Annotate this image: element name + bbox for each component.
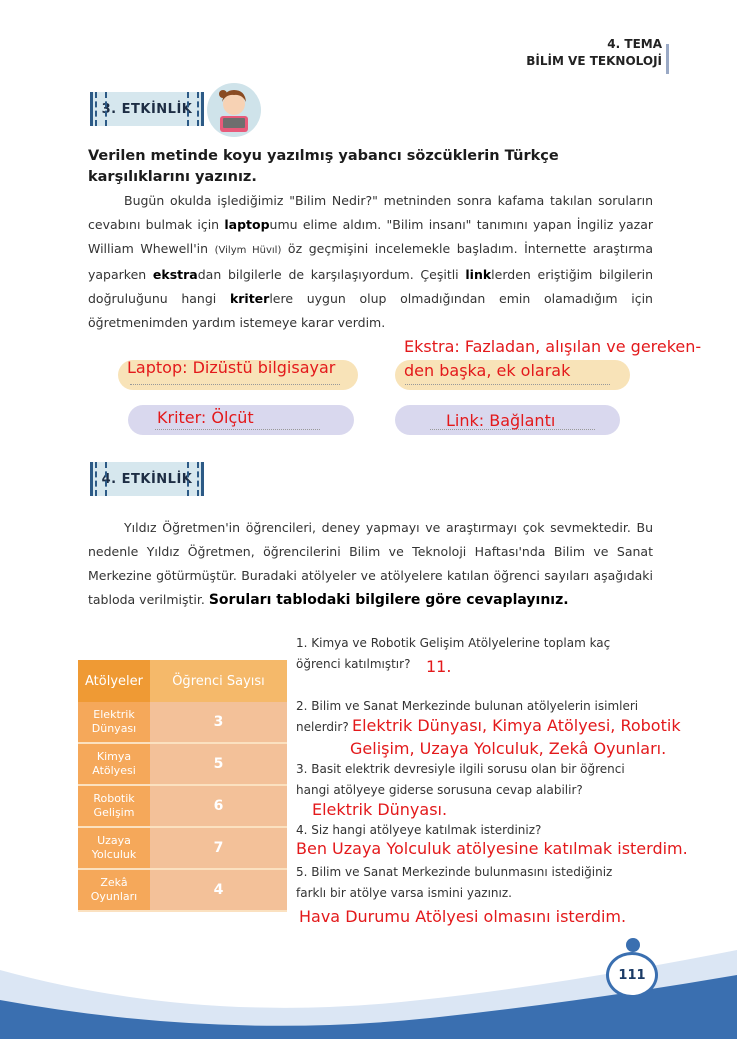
question-2-line1: 2. Bilim ve Sanat Merkezinde bulunan atölyelerin isimleri bbox=[296, 699, 639, 713]
theme-name: BİLİM VE TEKNOLOJİ bbox=[526, 54, 662, 68]
workshop-table bbox=[78, 660, 287, 912]
paragraph-text: Bugün okulda işlediğimiz "Bilim Nedir?" metninden sonra kafama takılan soruların cevabını bulmak için bbox=[88, 193, 653, 232]
question-4 bbox=[296, 820, 656, 841]
header-divider bbox=[666, 44, 669, 74]
question-1-line2: öğrenci katılmıştır? bbox=[296, 657, 411, 671]
question-2-line2: nelerdir? bbox=[296, 720, 349, 734]
paragraph-text: umu elime aldım. "Bilim insanı" tanımını yapan İngiliz yazar William Whewell'in bbox=[88, 217, 653, 256]
workshop-table-container bbox=[78, 660, 287, 912]
question-1-line1: 1. Kimya ve Robotik Gelişim Atölyelerine toplam kaç bbox=[296, 636, 611, 650]
question-4-line1: 4. Siz hangi atölyeye katılmak isterdiniz? bbox=[296, 823, 542, 837]
bold-word-laptop: laptop bbox=[224, 217, 270, 232]
table-row bbox=[78, 828, 287, 870]
paragraph-text: lerden eriştiğim bilgilerin doğruluğunu hangi bbox=[88, 267, 654, 306]
girl-laptop-icon bbox=[206, 82, 262, 138]
table-header-students: Öğrenci Sayısı bbox=[150, 660, 287, 702]
answer-ekstra-line2: den başka, ek olarak bbox=[404, 361, 571, 380]
theme-header bbox=[526, 36, 662, 70]
workshop-name-line1: Kimya bbox=[96, 750, 132, 763]
bold-word-kriter: kriter bbox=[229, 291, 270, 306]
activity3-banner bbox=[90, 92, 204, 126]
table-cell-count: 3 bbox=[150, 702, 287, 744]
activity4-banner bbox=[90, 462, 204, 496]
answer-link: Link: Bağlantı bbox=[446, 411, 556, 430]
table-header-row bbox=[78, 660, 287, 702]
activity4-banner-label: 4. ETKİNLİK bbox=[101, 471, 193, 487]
question-3-line2: hangi atölyeye giderse sorusuna cevap alabilir? bbox=[296, 783, 583, 797]
activity4-instruction: Soruları tablodaki bilgilere göre cevaplayınız. bbox=[208, 592, 569, 608]
workshop-name-line2: Atölyesi bbox=[92, 764, 136, 777]
answer-question-2-line2: Gelişim, Uzaya Yolculuk, Zekâ Oyunları. bbox=[350, 739, 667, 758]
bold-word-ekstra: ekstra bbox=[152, 267, 198, 282]
question-5-line2: farklı bir atölye varsa ismini yazınız. bbox=[296, 886, 512, 900]
answer-question-4: Ben Uzaya Yolculuk atölyesine katılmak isterdim. bbox=[296, 839, 688, 858]
question-1 bbox=[296, 633, 656, 675]
activity3-banner-label: 3. ETKİNLİK bbox=[101, 101, 193, 117]
answer-ekstra-line1: Ekstra: Fazladan, alışılan ve gereken- bbox=[404, 337, 702, 356]
table-cell-count: 5 bbox=[150, 744, 287, 786]
question-3-line1: 3. Basit elektrik devresiyle ilgili sorusu olan bir öğrenci bbox=[296, 762, 625, 776]
table-cell-count: 7 bbox=[150, 828, 287, 870]
paragraph-text: lere uygun olup olmadığından emin olamadığım için öğretmenimden yardım istemeye karar verdim. bbox=[88, 291, 653, 330]
workshop-name-line1: Robotik bbox=[93, 792, 135, 805]
answer-question-3: Elektrik Dünyası. bbox=[312, 800, 448, 819]
paragraph-text: öz geçmişini incelemekle başladım. İnternette araştırma yaparken bbox=[88, 241, 653, 282]
table-row bbox=[78, 744, 287, 786]
answer-question-5: Hava Durumu Atölyesi olmasını isterdim. bbox=[299, 907, 627, 926]
answer-laptop: Laptop: Dizüstü bilgisayar bbox=[127, 358, 336, 377]
table-header-workshops: Atölyeler bbox=[78, 660, 150, 702]
table-cell-count: 6 bbox=[150, 786, 287, 828]
table-row bbox=[78, 870, 287, 912]
table-cell-workshop bbox=[78, 828, 150, 870]
table-cell-workshop bbox=[78, 744, 150, 786]
answer-line-ekstra bbox=[405, 383, 610, 385]
activity3-paragraph bbox=[88, 189, 653, 335]
paragraph-text: dan bilgilerle de karşılaşıyordum. Çeşitli bbox=[197, 267, 466, 282]
question-3 bbox=[296, 759, 656, 801]
activity4-paragraph bbox=[88, 516, 653, 612]
workshop-name-line2: Oyunları bbox=[90, 890, 138, 903]
answer-line-laptop bbox=[130, 383, 340, 385]
pronunciation-note: (Vilym Hüvıl) bbox=[214, 245, 282, 256]
table-row bbox=[78, 702, 287, 744]
answer-question-2-line1: Elektrik Dünyası, Kimya Atölyesi, Robotik bbox=[352, 716, 681, 735]
workshop-name-line2: Dünyası bbox=[91, 722, 137, 735]
answer-line-kriter bbox=[155, 428, 320, 430]
bold-word-link: link bbox=[465, 267, 492, 282]
table-cell-workshop bbox=[78, 870, 150, 912]
table-cell-workshop bbox=[78, 702, 150, 744]
answer-question-1: 11. bbox=[426, 657, 452, 676]
workshop-name-line1: Uzaya bbox=[97, 834, 131, 847]
workshop-name-line2: Yolculuk bbox=[91, 848, 137, 861]
page-number: 111 bbox=[606, 952, 658, 998]
table-cell-workshop bbox=[78, 786, 150, 828]
activity3-instruction: Verilen metinde koyu yazılmış yabancı sözcüklerin Türkçe karşılıklarını yazınız. bbox=[88, 148, 559, 185]
activity4-paragraph-text: Yıldız Öğretmen'in öğrencileri, deney yapmayı ve araştırmayı çok sevmektedir. Bu nedenle Yıldız Öğretmen, öğrencilerini Bilim ve Teknoloji Haftası'nda Bilim ve Sanat Merkezine götürmüştür. Buradaki atölyeler ve atölyelere katılan öğrenci sayıları aşağıdaki tabloda verilmiştir. bbox=[88, 520, 653, 607]
workshop-name-line2: Gelişim bbox=[93, 806, 135, 819]
table-cell-count: 4 bbox=[150, 870, 287, 912]
workshop-name-line1: Zekâ bbox=[100, 876, 128, 889]
answer-kriter: Kriter: Ölçüt bbox=[157, 408, 254, 427]
question-5-line1: 5. Bilim ve Sanat Merkezinde bulunmasını istediğiniz bbox=[296, 865, 613, 879]
theme-number: 4. TEMA bbox=[607, 37, 662, 51]
table-row bbox=[78, 786, 287, 828]
workshop-name-line1: Elektrik bbox=[93, 708, 135, 721]
question-5 bbox=[296, 862, 656, 904]
